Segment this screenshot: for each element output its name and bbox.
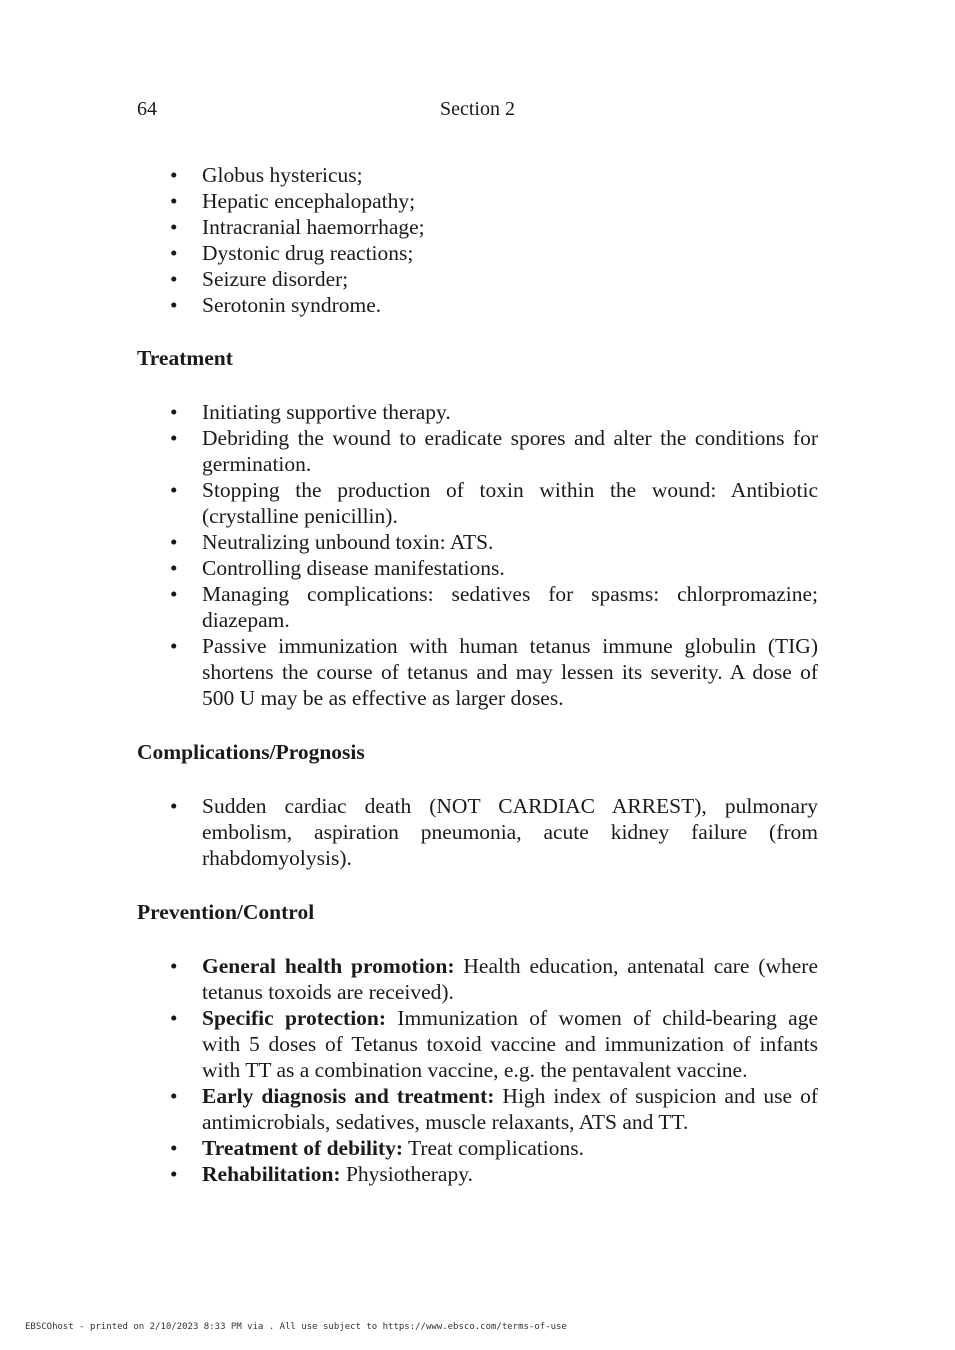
item-label: Rehabilitation: bbox=[202, 1162, 341, 1186]
list-item: • Debriding the wound to eradicate spores and alter the conditions for germination. bbox=[137, 425, 818, 477]
list-item: • Managing complications: sedatives for spasms: chlorpromazine; diazepam. bbox=[137, 581, 818, 633]
list-item bbox=[137, 1161, 818, 1187]
list-item: • Hepatic encephalopathy; bbox=[137, 188, 818, 214]
complications-heading: Complications/Prognosis bbox=[137, 740, 365, 764]
print-footer: EBSCOhost - printed on 2/10/2023 8:33 PM via . All use subject to https://www.ebsco.com/terms-of-use bbox=[25, 1322, 567, 1332]
item-text: Physiotherapy. bbox=[340, 1162, 473, 1186]
treatment-list bbox=[137, 399, 818, 711]
item-text: Treat complications. bbox=[403, 1136, 584, 1160]
item-label: Early diagnosis and treatment: bbox=[202, 1084, 495, 1108]
treatment-heading: Treatment bbox=[137, 346, 233, 370]
item-text: Immunization of women of child-bearing age with 5 doses of Tetanus toxoid vaccine and immunization of infants with TT as a combination vaccine, e.g. the pentavalent vaccine. bbox=[202, 1006, 818, 1082]
page-header bbox=[137, 96, 818, 122]
list-item: • Stopping the production of toxin within the wound: Antibiotic (crystalline penicillin). bbox=[137, 477, 818, 529]
list-item: • Neutralizing unbound toxin: ATS. bbox=[137, 529, 818, 555]
list-item bbox=[137, 1135, 818, 1161]
list-item: • Globus hystericus; bbox=[137, 162, 818, 188]
item-text: High index of suspicion and use of antimicrobials, sedatives, muscle relaxants, ATS and TT. bbox=[202, 1084, 818, 1134]
differential-list bbox=[137, 162, 818, 318]
item-label: Specific protection: bbox=[202, 1006, 387, 1030]
prevention-list bbox=[137, 953, 818, 1187]
page-number: 64 bbox=[137, 98, 157, 120]
list-item: • Controlling disease manifestations. bbox=[137, 555, 818, 581]
list-item: • Sudden cardiac death (NOT CARDIAC ARREST), pulmonary embolism, aspiration pneumonia, acute kidney failure (from rhabdomyolysis). bbox=[137, 793, 818, 871]
section-title: Section 2 bbox=[440, 98, 515, 120]
list-item bbox=[137, 1005, 818, 1083]
list-item bbox=[137, 953, 818, 1005]
prevention-heading: Prevention/Control bbox=[137, 900, 315, 924]
list-item: • Dystonic drug reactions; bbox=[137, 240, 818, 266]
list-item: • Passive immunization with human tetanus immune globulin (TIG) shortens the course of tetanus and may lessen its severity. A dose of 500 U may be as effective as larger doses. bbox=[137, 633, 818, 711]
list-item: • Initiating supportive therapy. bbox=[137, 399, 818, 425]
item-text: Health education, antenatal care (where tetanus toxoids are received). bbox=[202, 954, 818, 1004]
list-item bbox=[137, 1083, 818, 1135]
list-item: • Intracranial haemorrhage; bbox=[137, 214, 818, 240]
list-item: • Seizure disorder; bbox=[137, 266, 818, 292]
page-content bbox=[137, 162, 818, 1187]
item-label: Treatment of debility: bbox=[202, 1136, 404, 1160]
complications-list bbox=[137, 793, 818, 871]
list-item: • Serotonin syndrome. bbox=[137, 292, 818, 318]
item-label: General health promotion: bbox=[202, 954, 455, 978]
